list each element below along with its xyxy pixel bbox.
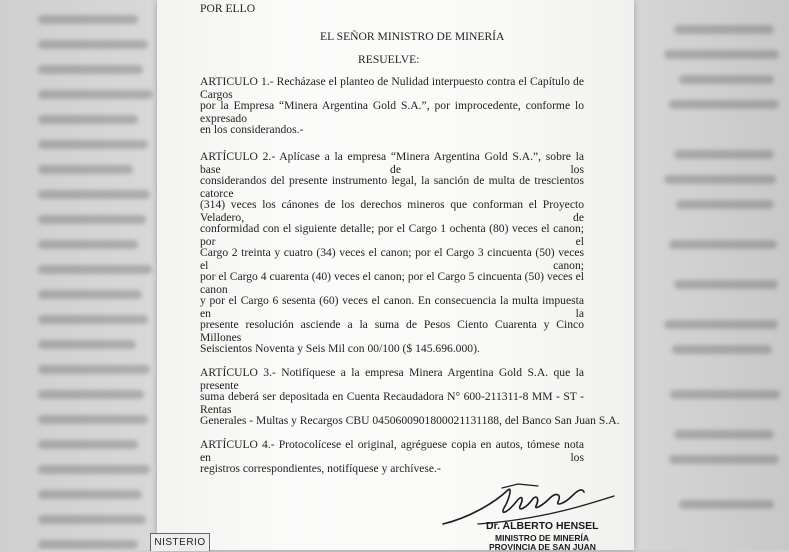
resuelve-heading: RESUELVE: [358,53,420,66]
signatory-name: Dr. ALBERTO HENSEL [486,520,599,532]
signature-block [438,478,628,550]
article-4-line-2: registros correspondientes, notifíquese y archívese.- [200,462,441,475]
article-2-line-2: considerandos del presente instrumento legal, la sanción de multa de trescientos catorce [200,174,584,200]
article-1-line-1: ARTICULO 1.- Recházase el planteo de Nulidad interpuesto contra el Capítulo de Cargos [200,75,584,101]
article-2-line-7: y por el Cargo 6 sesenta (60) veces el canon. En consecuencia la multa impuesta en la [200,294,584,320]
article-3-line-3: Generales - Multas y Recargos CBU 0450600901800021131188, del Banco San Juan S.A. [200,414,620,427]
article-3-line-2: suma deberá ser depositada en Cuenta Recaudadora N° 600-211311-8 MM - ST - Rentas [200,390,584,416]
article-2-line-1: ARTÍCULO 2.- Aplícase a la empresa “Minera Argentina Gold S.A.”, sobre la base de los [200,150,584,176]
article-3-line-1: ARTÍCULO 3.- Notifíquese a la empresa Minera Argentina Gold S.A. que la presente [200,366,584,392]
signatory-province: PROVINCIA DE SAN JUAN [489,542,596,552]
article-2-line-5: Cargo 2 treinta y cuatro (34) veces el canon; por el Cargo 3 cincuenta (50) veces el canon; [200,246,584,272]
blurred-left-background [0,0,157,550]
blurred-right-background [634,0,789,550]
signatory-title: MINISTRO DE MINERÍA [495,533,589,543]
article-1-line-3: en los considerandos.- [200,123,304,136]
por-ello-heading: POR ELLO [200,2,256,15]
article-2-line-6: por el Cargo 4 cuarenta (40) veces el canon; por el Cargo 5 cincuenta (50) veces el canon [200,270,584,296]
article-2-line-4: conformidad con el siguiente detalle; por el Cargo 1 ochenta (80) veces el canon; por el [200,222,584,248]
article-4-line-1: ARTÍCULO 4.- Protocolícese el original, agréguese copia en autos, tómese nota en los [200,438,584,464]
article-2-line-3: (314) veces los cánones de los derechos mineros que conforman el Proyecto Veladero, de [200,198,584,224]
article-2-line-9: Seiscientos Noventa y Seis Mil con 00/100 ($ 145.696.000). [200,342,480,355]
stamp-fragment: NISTERIO [150,533,210,551]
article-1-line-2: por la Empresa “Minera Argentina Gold S.A.”, por improcedente, conforme lo expresado [200,99,584,125]
article-2-line-8: presente resolución asciende a la suma de Pesos Ciento Cuarenta y Cinco Millones [200,318,584,344]
minister-heading: EL SEÑOR MINISTRO DE MINERÍA [320,30,505,43]
